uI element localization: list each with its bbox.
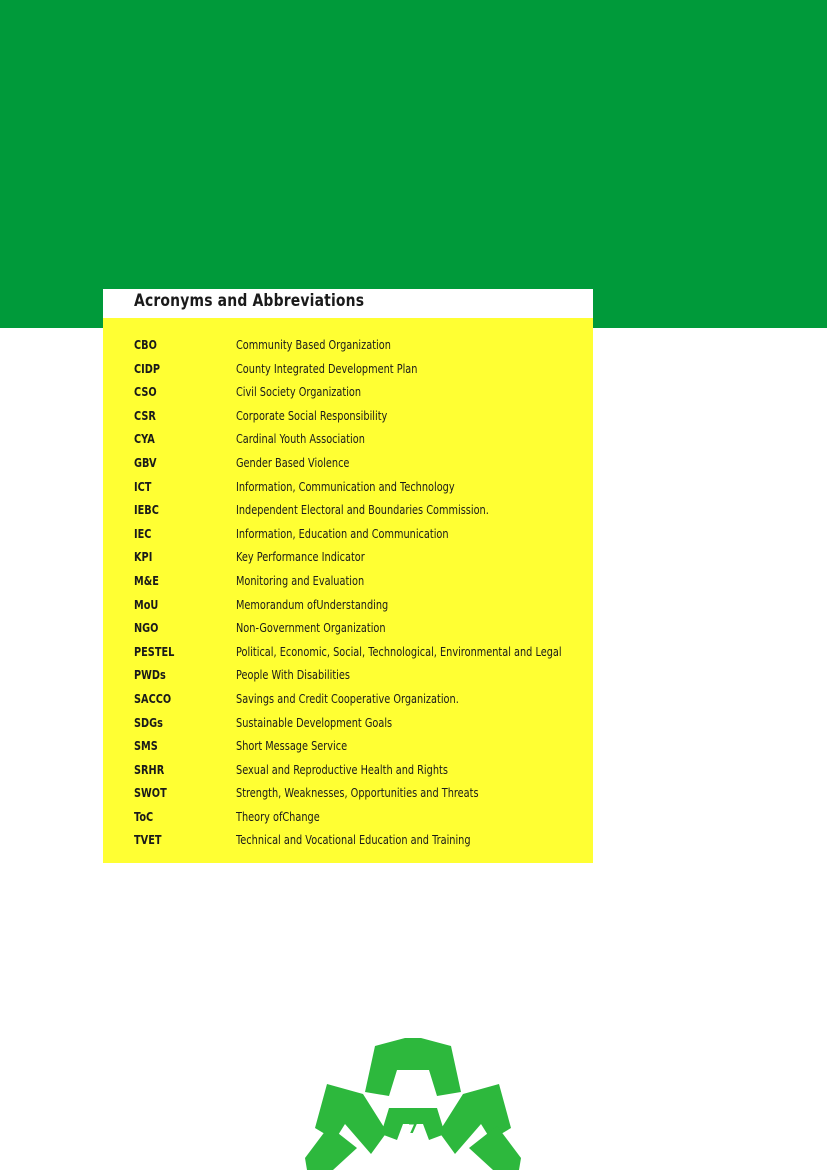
- acronym-definition: Monitoring and Evaluation: [236, 572, 365, 588]
- acronym-definition: Theory ofChange: [236, 808, 320, 824]
- acronym-abbreviation: SWOT: [134, 785, 167, 801]
- acronym-definition: Technical and Vocational Education and Training: [236, 832, 471, 848]
- acronym-abbreviation: NGO: [134, 620, 159, 636]
- list-item: [103, 570, 593, 594]
- list-item: [103, 617, 593, 641]
- acronym-definition: Political, Economic, Social, Technological, Environmental and Legal: [236, 643, 562, 659]
- acronym-definition: Sexual and Reproductive Health and Rights: [236, 761, 448, 777]
- acronym-definition: Information, Communication and Technology: [236, 478, 455, 494]
- list-item: [103, 358, 593, 382]
- acronym-definition: Strength, Weaknesses, Opportunities and Threats: [236, 785, 479, 801]
- acronym-definition: Information, Education and Communication: [236, 525, 449, 541]
- acronym-abbreviation: CYA: [134, 431, 155, 447]
- acronym-abbreviation: KPI: [134, 549, 153, 565]
- organization-logo-icon: [305, 1036, 521, 1170]
- acronym-list: [103, 334, 593, 853]
- list-item: [103, 664, 593, 688]
- page-title: Acronyms and Abbreviations: [134, 291, 365, 311]
- list-item: [103, 334, 593, 358]
- acronym-abbreviation: ICT: [134, 478, 152, 494]
- list-item: [103, 688, 593, 712]
- list-item: [103, 782, 593, 806]
- page-number: 7: [408, 1121, 418, 1137]
- list-item: [103, 712, 593, 736]
- acronym-definition: Non-Government Organization: [236, 620, 386, 636]
- acronym-abbreviation: CSO: [134, 384, 157, 400]
- acronym-abbreviation: TVET: [134, 832, 162, 848]
- acronym-abbreviation: SACCO: [134, 690, 172, 706]
- acronym-abbreviation: IEBC: [134, 502, 159, 518]
- acronym-abbreviation: IEC: [134, 525, 152, 541]
- acronym-definition: Community Based Organization: [236, 337, 391, 352]
- list-item: [103, 405, 593, 429]
- top-green-band: [0, 0, 827, 328]
- acronym-abbreviation: PWDs: [134, 667, 166, 683]
- list-item: [103, 499, 593, 523]
- panel-header: [103, 289, 593, 318]
- acronym-definition: Key Performance Indicator: [236, 549, 365, 565]
- list-item: [103, 476, 593, 500]
- acronym-abbreviation: SDGs: [134, 714, 163, 730]
- acronym-definition: Short Message Service: [236, 738, 348, 754]
- acronym-definition: Independent Electoral and Boundaries Commission.: [236, 502, 489, 518]
- acronym-definition: Corporate Social Responsibility: [236, 407, 388, 423]
- acronym-definition: Memorandum ofUnderstanding: [236, 596, 389, 612]
- acronym-definition: Gender Based Violence: [236, 454, 350, 470]
- list-item: [103, 428, 593, 452]
- acronym-definition: Sustainable Development Goals: [236, 714, 393, 730]
- list-item: [103, 759, 593, 783]
- list-item: [103, 523, 593, 547]
- acronym-abbreviation: PESTEL: [134, 643, 175, 659]
- acronym-definition: People With Disabilities: [236, 667, 350, 683]
- acronym-abbreviation: CBO: [134, 337, 157, 352]
- acronym-abbreviation: CSR: [134, 407, 156, 423]
- acronym-abbreviation: GBV: [134, 454, 157, 470]
- acronym-definition: Savings and Credit Cooperative Organization.: [236, 690, 459, 706]
- acronym-abbreviation: SRHR: [134, 761, 165, 777]
- list-item: [103, 806, 593, 830]
- acronym-abbreviation: SMS: [134, 738, 158, 754]
- acronym-abbreviation: M&E: [134, 572, 159, 588]
- list-item: [103, 381, 593, 405]
- list-item: [103, 641, 593, 665]
- list-item: [103, 829, 593, 853]
- acronym-definition: Cardinal Youth Association: [236, 431, 365, 447]
- acronym-abbreviation: ToC: [134, 808, 154, 824]
- list-item: [103, 452, 593, 476]
- acronym-abbreviation: MoU: [134, 596, 159, 612]
- list-item: [103, 546, 593, 570]
- list-item: [103, 594, 593, 618]
- acronym-definition: County Integrated Development Plan: [236, 360, 418, 376]
- acronym-definition: Civil Society Organization: [236, 384, 362, 400]
- acronyms-panel: [103, 289, 593, 863]
- acronym-abbreviation: CIDP: [134, 360, 161, 376]
- list-item: [103, 735, 593, 759]
